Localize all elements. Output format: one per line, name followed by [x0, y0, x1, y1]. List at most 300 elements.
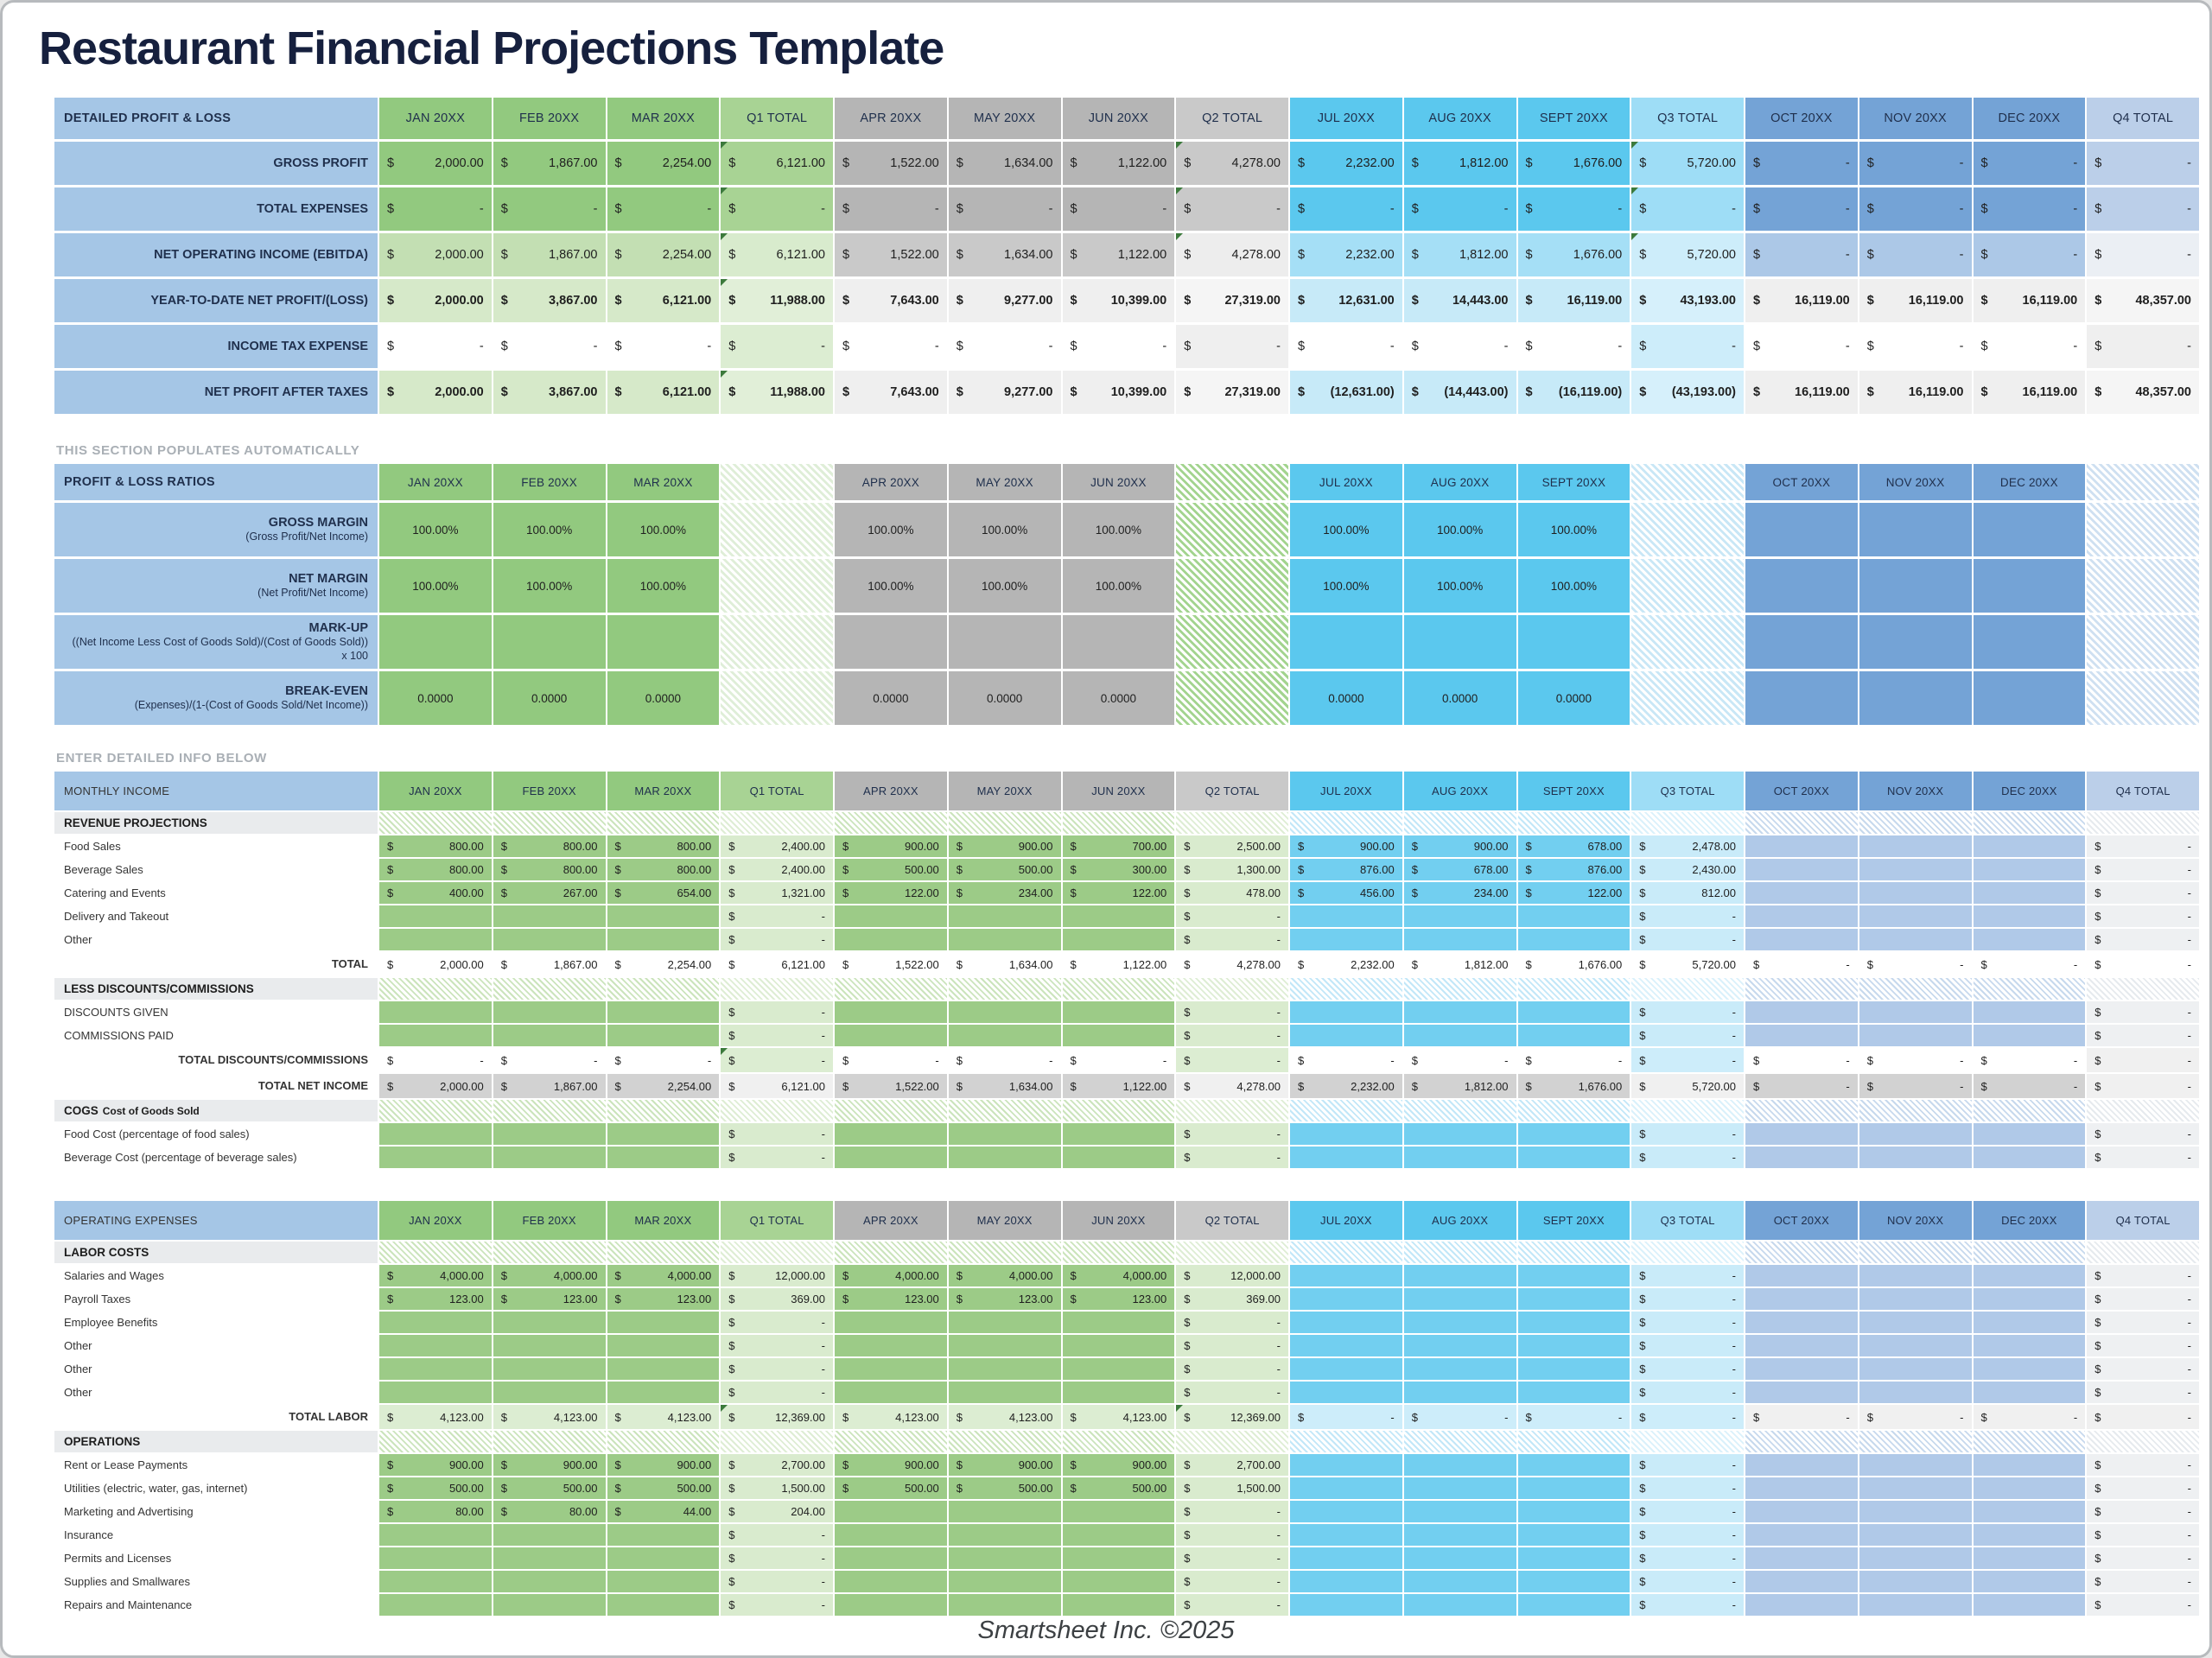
row-label[interactable]: YEAR-TO-DATE NET PROFIT/(LOSS): [54, 279, 378, 322]
cell[interactable]: 0.0000: [835, 671, 947, 725]
cell[interactable]: [379, 1100, 492, 1121]
cell[interactable]: 100.00%: [949, 503, 1061, 556]
column-header[interactable]: FEB 20XX: [493, 98, 606, 139]
cell[interactable]: [1631, 978, 1744, 1000]
cell[interactable]: [1176, 1100, 1288, 1121]
table-title-cell[interactable]: MONTHLY INCOME: [54, 772, 378, 810]
cell[interactable]: $ 16,119.00: [1974, 371, 2086, 414]
cell[interactable]: [949, 929, 1061, 950]
row-label[interactable]: Repairs and Maintenance: [54, 1594, 378, 1616]
cell[interactable]: [835, 1100, 947, 1121]
cell[interactable]: [493, 1312, 606, 1333]
cell[interactable]: $ -: [721, 325, 833, 368]
cell[interactable]: [1518, 1025, 1630, 1046]
column-header[interactable]: Q1 TOTAL: [721, 1201, 833, 1240]
cell[interactable]: [1063, 1001, 1175, 1023]
column-header[interactable]: [721, 464, 833, 500]
cell[interactable]: [1859, 1265, 1972, 1286]
cell[interactable]: [835, 1431, 947, 1452]
cell[interactable]: [721, 503, 833, 556]
cell[interactable]: [1518, 1242, 1630, 1263]
cell[interactable]: $ 1,634.00: [949, 952, 1061, 976]
cell[interactable]: $ -: [1631, 325, 1744, 368]
cell[interactable]: $ -: [1176, 1571, 1288, 1592]
row-label[interactable]: MARK-UP ((Net Income Less Cost of Goods Sold)/(Cost of Goods Sold)) x 100: [54, 615, 378, 669]
cell[interactable]: $ -: [1631, 1147, 1744, 1168]
cell[interactable]: [1859, 835, 1972, 857]
cell[interactable]: $ 12,000.00: [1176, 1265, 1288, 1286]
cell[interactable]: [1974, 1288, 2086, 1310]
cell[interactable]: $ 800.00: [379, 835, 492, 857]
cell[interactable]: $ -: [2087, 1358, 2199, 1380]
cell[interactable]: [1404, 978, 1516, 1000]
cell[interactable]: [607, 905, 720, 927]
cell[interactable]: $ 700.00: [1063, 835, 1175, 857]
cell[interactable]: [1859, 1242, 1972, 1263]
cell[interactable]: [379, 1571, 492, 1592]
row-label[interactable]: Marketing and Advertising: [54, 1501, 378, 1522]
cell[interactable]: [1974, 1477, 2086, 1499]
cell[interactable]: $ 900.00: [1404, 835, 1516, 857]
cell[interactable]: $ -: [1631, 1547, 1744, 1569]
cell[interactable]: [1290, 905, 1402, 927]
cell[interactable]: $ 456.00: [1290, 882, 1402, 904]
cell[interactable]: $ -: [1404, 1405, 1516, 1429]
cell[interactable]: $ 1,522.00: [835, 233, 947, 276]
cell[interactable]: [1518, 1571, 1630, 1592]
cell[interactable]: [949, 1358, 1061, 1380]
cell[interactable]: [1404, 1335, 1516, 1356]
cell[interactable]: [1859, 1335, 1972, 1356]
cell[interactable]: [1063, 1123, 1175, 1145]
cell[interactable]: $ -: [1404, 325, 1516, 368]
cell[interactable]: $ 4,000.00: [949, 1265, 1061, 1286]
cell[interactable]: [1745, 1335, 1858, 1356]
cell[interactable]: [1290, 1431, 1402, 1452]
cell[interactable]: [835, 905, 947, 927]
cell[interactable]: [1518, 1288, 1630, 1310]
cell[interactable]: $ 300.00: [1063, 859, 1175, 880]
cell[interactable]: $ 4,123.00: [493, 1405, 606, 1429]
cell[interactable]: [1290, 1335, 1402, 1356]
cell[interactable]: [607, 1335, 720, 1356]
cell[interactable]: [1290, 978, 1402, 1000]
cell[interactable]: $ -: [1176, 1312, 1288, 1333]
cell[interactable]: 100.00%: [1518, 503, 1630, 556]
cell[interactable]: [1745, 1477, 1858, 1499]
cell[interactable]: [1518, 1524, 1630, 1546]
cell[interactable]: [493, 812, 606, 834]
cell[interactable]: $ -: [1631, 1335, 1744, 1356]
column-header[interactable]: Q2 TOTAL: [1176, 1201, 1288, 1240]
cell[interactable]: $ 16,119.00: [1745, 371, 1858, 414]
cell[interactable]: $ -: [1859, 1048, 1972, 1072]
cell[interactable]: $ 3,867.00: [493, 279, 606, 322]
cell[interactable]: $ 900.00: [379, 1454, 492, 1476]
cell[interactable]: $ (14,443.00): [1404, 371, 1516, 414]
cell[interactable]: [949, 1242, 1061, 1263]
cell[interactable]: [1974, 1335, 2086, 1356]
cell[interactable]: [1518, 978, 1630, 1000]
row-label[interactable]: Beverage Cost (percentage of beverage sales): [54, 1147, 378, 1168]
cell[interactable]: $ 1,522.00: [835, 952, 947, 976]
cell[interactable]: [1745, 1242, 1858, 1263]
cell[interactable]: $ -: [2087, 1123, 2199, 1145]
cell[interactable]: [1176, 1431, 1288, 1452]
cell[interactable]: 100.00%: [493, 503, 606, 556]
cell[interactable]: [1518, 905, 1630, 927]
column-header[interactable]: JUN 20XX: [1063, 1201, 1175, 1240]
cell[interactable]: [1518, 1454, 1630, 1476]
cell[interactable]: $ 2,232.00: [1290, 142, 1402, 185]
cell[interactable]: [1404, 1358, 1516, 1380]
cell[interactable]: $ -: [1631, 1025, 1744, 1046]
cell[interactable]: 100.00%: [1063, 559, 1175, 613]
cell[interactable]: [1974, 1501, 2086, 1522]
cell[interactable]: [1290, 1265, 1402, 1286]
cell[interactable]: $ -: [721, 1025, 833, 1046]
cell[interactable]: [1404, 1312, 1516, 1333]
cell[interactable]: $ -: [1631, 1001, 1744, 1023]
column-header[interactable]: NOV 20XX: [1859, 98, 1972, 139]
cell[interactable]: [1974, 503, 2086, 556]
cell[interactable]: [1290, 1594, 1402, 1616]
cell[interactable]: [493, 1123, 606, 1145]
cell[interactable]: $ (12,631.00): [1290, 371, 1402, 414]
cell[interactable]: [721, 1100, 833, 1121]
cell[interactable]: $ 4,123.00: [949, 1405, 1061, 1429]
column-header[interactable]: JUN 20XX: [1063, 464, 1175, 500]
cell[interactable]: [493, 1547, 606, 1569]
cell[interactable]: [379, 929, 492, 950]
cell[interactable]: [2087, 812, 2199, 834]
cell[interactable]: $ 812.00: [1631, 882, 1744, 904]
cell[interactable]: [1063, 1025, 1175, 1046]
cell[interactable]: [1974, 615, 2086, 669]
cell[interactable]: $ -: [1176, 1524, 1288, 1546]
cell[interactable]: $ 48,357.00: [2087, 371, 2199, 414]
cell[interactable]: [1631, 812, 1744, 834]
column-header[interactable]: JUL 20XX: [1290, 464, 1402, 500]
cell[interactable]: $ 1,867.00: [493, 142, 606, 185]
cell[interactable]: $ -: [1974, 1405, 2086, 1429]
cell[interactable]: $ 10,399.00: [1063, 371, 1175, 414]
cell[interactable]: $ 2,400.00: [721, 859, 833, 880]
cell[interactable]: [949, 905, 1061, 927]
cell[interactable]: [1404, 615, 1516, 669]
cell[interactable]: $ -: [1974, 142, 2086, 185]
cell[interactable]: $ 2,232.00: [1290, 1074, 1402, 1098]
cell[interactable]: [607, 1571, 720, 1592]
cell[interactable]: [949, 1025, 1061, 1046]
cell[interactable]: $ -: [1631, 1288, 1744, 1310]
cell[interactable]: [1859, 671, 1972, 725]
cell[interactable]: $ 2,000.00: [379, 233, 492, 276]
column-header[interactable]: JAN 20XX: [379, 772, 492, 810]
cell[interactable]: $ 4,000.00: [379, 1265, 492, 1286]
cell[interactable]: $ -: [2087, 859, 2199, 880]
row-label[interactable]: OPERATIONS: [54, 1431, 378, 1452]
cell[interactable]: [721, 671, 833, 725]
cell[interactable]: [1974, 1312, 2086, 1333]
cell[interactable]: $ 7,643.00: [835, 279, 947, 322]
cell[interactable]: $ -: [721, 1048, 833, 1072]
cell[interactable]: [1404, 1123, 1516, 1145]
cell[interactable]: [835, 1312, 947, 1333]
cell[interactable]: $ 5,720.00: [1631, 142, 1744, 185]
cell[interactable]: $ -: [721, 187, 833, 231]
cell[interactable]: [1859, 1594, 1972, 1616]
cell[interactable]: [1290, 1100, 1402, 1121]
cell[interactable]: $ -: [1290, 325, 1402, 368]
cell[interactable]: $ 4,000.00: [493, 1265, 606, 1286]
cell[interactable]: [949, 1312, 1061, 1333]
row-label[interactable]: Other: [54, 1335, 378, 1356]
cell[interactable]: [1063, 1358, 1175, 1380]
cell[interactable]: [1404, 1147, 1516, 1168]
cell[interactable]: $ 43,193.00: [1631, 279, 1744, 322]
cell[interactable]: [1290, 1025, 1402, 1046]
cell[interactable]: $ -: [1859, 142, 1972, 185]
column-header[interactable]: APR 20XX: [835, 98, 947, 139]
row-label[interactable]: TOTAL: [54, 952, 378, 976]
cell[interactable]: [2087, 615, 2199, 669]
column-header[interactable]: APR 20XX: [835, 1201, 947, 1240]
cell[interactable]: $ 48,357.00: [2087, 279, 2199, 322]
cell[interactable]: [1745, 1594, 1858, 1616]
cell[interactable]: $ 900.00: [949, 835, 1061, 857]
cell[interactable]: [493, 1242, 606, 1263]
cell[interactable]: $ 16,119.00: [1859, 279, 1972, 322]
cell[interactable]: $ -: [721, 905, 833, 927]
column-header[interactable]: SEPT 20XX: [1518, 772, 1630, 810]
cell[interactable]: $ -: [1745, 142, 1858, 185]
cell[interactable]: [1745, 1265, 1858, 1286]
cell[interactable]: $ 2,700.00: [1176, 1454, 1288, 1476]
cell[interactable]: [1404, 1477, 1516, 1499]
column-header[interactable]: MAY 20XX: [949, 98, 1061, 139]
cell[interactable]: [493, 1382, 606, 1403]
cell[interactable]: $ 900.00: [949, 1454, 1061, 1476]
cell[interactable]: [1404, 1242, 1516, 1263]
cell[interactable]: $ -: [2087, 882, 2199, 904]
cell[interactable]: $ 267.00: [493, 882, 606, 904]
cell[interactable]: $ 500.00: [949, 1477, 1061, 1499]
cell[interactable]: [1859, 1100, 1972, 1121]
cell[interactable]: $ -: [1631, 1382, 1744, 1403]
cell[interactable]: $ -: [1063, 1048, 1175, 1072]
cell[interactable]: $ 12,000.00: [721, 1265, 833, 1286]
cell[interactable]: $ -: [1176, 1001, 1288, 1023]
cell[interactable]: [379, 1382, 492, 1403]
cell[interactable]: 100.00%: [379, 559, 492, 613]
cell[interactable]: [379, 1358, 492, 1380]
row-label[interactable]: BREAK-EVEN (Expenses)/(1-(Cost of Goods Sold/Net Income)): [54, 671, 378, 725]
cell[interactable]: $ 6,121.00: [721, 233, 833, 276]
column-header[interactable]: OCT 20XX: [1745, 1201, 1858, 1240]
cell[interactable]: [1859, 905, 1972, 927]
cell[interactable]: $ 123.00: [379, 1288, 492, 1310]
cell[interactable]: $ -: [2087, 1454, 2199, 1476]
cell[interactable]: $ 123.00: [949, 1288, 1061, 1310]
cell[interactable]: $ 6,121.00: [607, 279, 720, 322]
cell[interactable]: $ -: [1631, 905, 1744, 927]
cell[interactable]: [721, 812, 833, 834]
cell[interactable]: [1974, 1358, 2086, 1380]
cell[interactable]: $ -: [949, 187, 1061, 231]
cell[interactable]: $ -: [721, 1382, 833, 1403]
cell[interactable]: [1745, 1100, 1858, 1121]
table-title-cell[interactable]: OPERATING EXPENSES: [54, 1201, 378, 1240]
cell[interactable]: $ -: [1745, 952, 1858, 976]
cell[interactable]: [1518, 1001, 1630, 1023]
cell[interactable]: $ -: [1176, 1547, 1288, 1569]
cell[interactable]: [1404, 905, 1516, 927]
cell[interactable]: $ -: [1631, 1048, 1744, 1072]
cell[interactable]: $ -: [2087, 1382, 2199, 1403]
column-header[interactable]: Q4 TOTAL: [2087, 772, 2199, 810]
cell[interactable]: $ -: [1404, 1048, 1516, 1072]
cell[interactable]: $ 2,400.00: [721, 835, 833, 857]
cell[interactable]: [1859, 1547, 1972, 1569]
cell[interactable]: 0.0000: [1404, 671, 1516, 725]
cell[interactable]: [1859, 978, 1972, 1000]
cell[interactable]: [607, 1547, 720, 1569]
cell[interactable]: [1974, 1123, 2086, 1145]
cell[interactable]: $ 44.00: [607, 1501, 720, 1522]
row-label[interactable]: GROSS MARGIN (Gross Profit/Net Income): [54, 503, 378, 556]
cell[interactable]: $ -: [1974, 1074, 2086, 1098]
column-header[interactable]: Q4 TOTAL: [2087, 98, 2199, 139]
row-label[interactable]: Other: [54, 1382, 378, 1403]
cell[interactable]: [607, 1524, 720, 1546]
cell[interactable]: [607, 929, 720, 950]
cell[interactable]: [1631, 559, 1744, 613]
cell[interactable]: [1290, 615, 1402, 669]
cell[interactable]: [721, 978, 833, 1000]
cell[interactable]: [607, 1242, 720, 1263]
column-header[interactable]: NOV 20XX: [1859, 1201, 1972, 1240]
cell[interactable]: [1974, 671, 2086, 725]
cell[interactable]: [949, 1382, 1061, 1403]
cell[interactable]: [1745, 905, 1858, 927]
cell[interactable]: $ -: [1631, 1405, 1744, 1429]
cell[interactable]: [1974, 812, 2086, 834]
cell[interactable]: $ -: [1745, 325, 1858, 368]
cell[interactable]: $ 123.00: [835, 1288, 947, 1310]
row-label[interactable]: Other: [54, 1358, 378, 1380]
cell[interactable]: $ 500.00: [835, 859, 947, 880]
cell[interactable]: $ -: [1974, 325, 2086, 368]
cell[interactable]: $ 11,988.00: [721, 279, 833, 322]
cell[interactable]: $ -: [721, 1312, 833, 1333]
cell[interactable]: [1859, 503, 1972, 556]
cell[interactable]: 100.00%: [607, 559, 720, 613]
cell[interactable]: [1518, 1477, 1630, 1499]
cell[interactable]: $ 500.00: [949, 859, 1061, 880]
cell[interactable]: [835, 1594, 947, 1616]
row-label[interactable]: GROSS PROFIT: [54, 142, 378, 185]
cell[interactable]: [1745, 1312, 1858, 1333]
column-header[interactable]: AUG 20XX: [1404, 464, 1516, 500]
cell[interactable]: 0.0000: [949, 671, 1061, 725]
cell[interactable]: [1745, 615, 1858, 669]
cell[interactable]: $ 1,676.00: [1518, 233, 1630, 276]
cell[interactable]: [493, 1431, 606, 1452]
column-header[interactable]: OCT 20XX: [1745, 98, 1858, 139]
cell[interactable]: 100.00%: [493, 559, 606, 613]
cell[interactable]: 0.0000: [379, 671, 492, 725]
cell[interactable]: [1974, 1547, 2086, 1569]
cell[interactable]: $ 123.00: [493, 1288, 606, 1310]
cell[interactable]: $ 2,254.00: [607, 952, 720, 976]
cell[interactable]: $ 2,700.00: [721, 1454, 833, 1476]
cell[interactable]: 100.00%: [1518, 559, 1630, 613]
column-header[interactable]: DEC 20XX: [1974, 1201, 2086, 1240]
cell[interactable]: $ -: [2087, 325, 2199, 368]
cell[interactable]: [607, 1001, 720, 1023]
cell[interactable]: [835, 1147, 947, 1168]
cell[interactable]: $ -: [2087, 1048, 2199, 1072]
column-header[interactable]: MAR 20XX: [607, 98, 720, 139]
cell[interactable]: [835, 978, 947, 1000]
cell[interactable]: [949, 615, 1061, 669]
cell[interactable]: $ -: [1631, 1571, 1744, 1592]
cell[interactable]: $ 6,121.00: [607, 371, 720, 414]
cell[interactable]: 100.00%: [379, 503, 492, 556]
cell[interactable]: [1404, 1501, 1516, 1522]
row-label[interactable]: Beverage Sales: [54, 859, 378, 880]
cell[interactable]: [1859, 859, 1972, 880]
cell[interactable]: $ 5,720.00: [1631, 952, 1744, 976]
cell[interactable]: [1859, 1454, 1972, 1476]
cell[interactable]: $ 800.00: [493, 835, 606, 857]
cell[interactable]: $ 1,522.00: [835, 142, 947, 185]
cell[interactable]: [1974, 1025, 2086, 1046]
cell[interactable]: [1063, 615, 1175, 669]
cell[interactable]: $ -: [2087, 1265, 2199, 1286]
cell[interactable]: [2087, 559, 2199, 613]
row-label[interactable]: Delivery and Takeout: [54, 905, 378, 927]
cell[interactable]: $ 2,254.00: [607, 1074, 720, 1098]
cell[interactable]: [949, 1123, 1061, 1145]
column-header[interactable]: MAY 20XX: [949, 1201, 1061, 1240]
cell[interactable]: $ 1,634.00: [949, 1074, 1061, 1098]
cell[interactable]: $ 4,123.00: [379, 1405, 492, 1429]
cell[interactable]: [379, 1547, 492, 1569]
cell[interactable]: [1859, 615, 1972, 669]
cell[interactable]: [949, 1100, 1061, 1121]
cell[interactable]: [949, 1335, 1061, 1356]
cell[interactable]: $ -: [835, 187, 947, 231]
cell[interactable]: $ -: [1176, 1048, 1288, 1072]
cell[interactable]: [1518, 1382, 1630, 1403]
table-title-cell[interactable]: PROFIT & LOSS RATIOS: [54, 464, 378, 500]
cell[interactable]: $ -: [1518, 1048, 1630, 1072]
cell[interactable]: $ -: [1631, 1594, 1744, 1616]
cell[interactable]: $ -: [949, 325, 1061, 368]
row-label[interactable]: Other: [54, 929, 378, 950]
cell[interactable]: [607, 1025, 720, 1046]
cell[interactable]: [1859, 1524, 1972, 1546]
cell[interactable]: [1404, 1288, 1516, 1310]
cell[interactable]: [1745, 503, 1858, 556]
cell[interactable]: [379, 1594, 492, 1616]
cell[interactable]: [1290, 1312, 1402, 1333]
cell[interactable]: [1745, 1547, 1858, 1569]
column-header[interactable]: OCT 20XX: [1745, 772, 1858, 810]
column-header[interactable]: Q1 TOTAL: [721, 98, 833, 139]
